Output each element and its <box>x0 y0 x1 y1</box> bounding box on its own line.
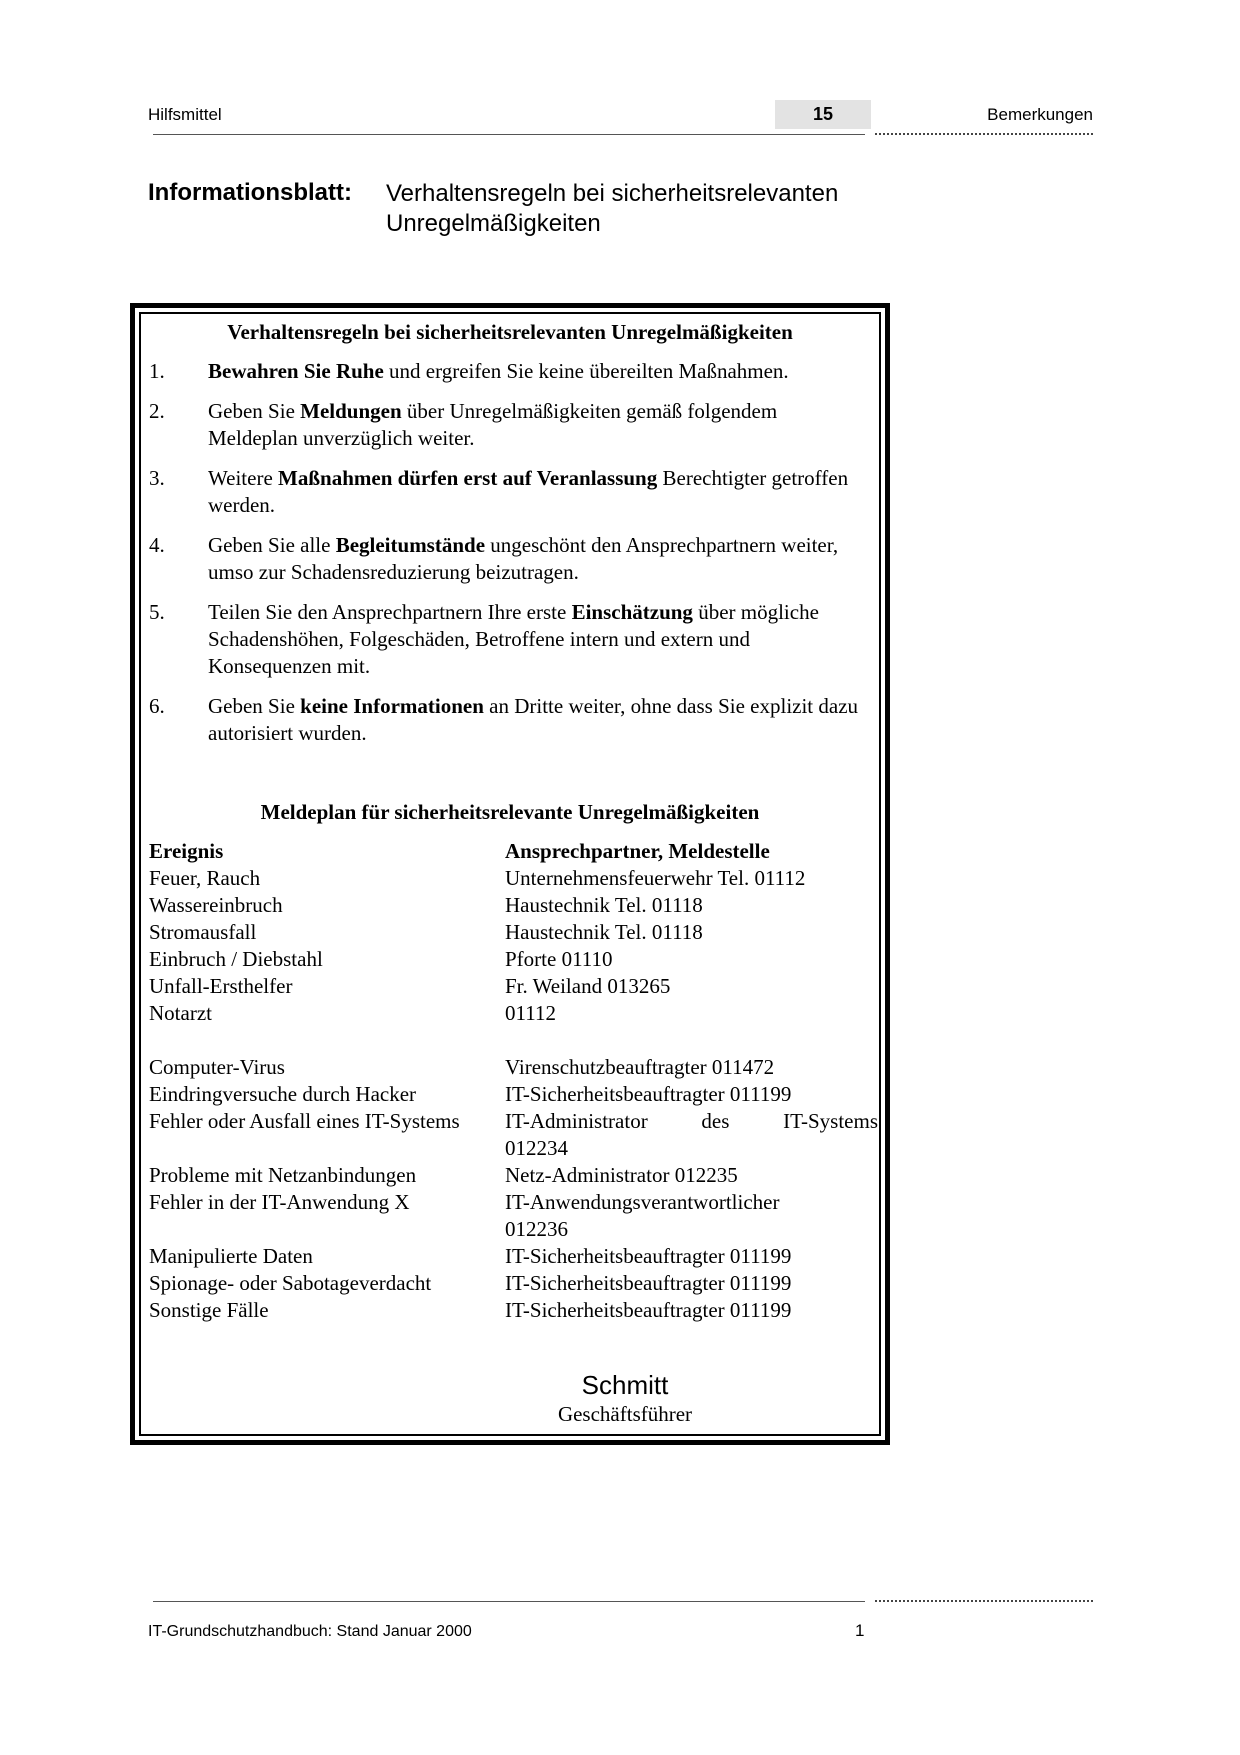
report-row-contact: Fr. Weiland 013265 <box>505 974 671 998</box>
report-plan-col-event: Ereignis <box>149 839 224 863</box>
report-row-contact: IT-Sicherheitsbeauftragter 011199 <box>505 1244 792 1268</box>
header-remarks-label: Bemerkungen <box>987 105 1093 124</box>
rule-text-post: Berechtigter getroffen werden. <box>208 466 849 517</box>
footer-document-label: IT-Grundschutzhandbuch: Stand Januar 2000 <box>148 1623 472 1640</box>
rule-text-pre: Geben Sie <box>208 399 301 423</box>
report-row-event: Probleme mit Netzanbindungen <box>149 1163 417 1187</box>
rule-number: 2. <box>149 399 165 423</box>
rule-number: 1. <box>149 359 165 383</box>
rule-text <box>208 358 868 385</box>
rule-text <box>208 398 868 452</box>
footer-divider-dotted <box>875 1600 1093 1602</box>
rule-number: 5. <box>149 600 165 624</box>
rule-text-post: und ergreifen Sie keine übereilten Maßnahmen. <box>383 359 789 383</box>
rule-number: 4. <box>149 533 165 557</box>
rule-number: 3. <box>149 466 165 490</box>
report-row-contact: Pforte 01110 <box>505 947 613 971</box>
report-row-contact: 01112 <box>505 1001 556 1025</box>
report-row-contact: IT-Anwendungsverantwortlicher <box>505 1190 780 1214</box>
report-plan-col-contact: Ansprechpartner, Meldestelle <box>505 839 770 863</box>
report-plan-title: Meldeplan für sicherheitsrelevante Unregelmäßigkeiten <box>260 800 760 824</box>
rule-text-post: über Unregelmäßigkeiten gemäß folgendem Meldeplan unverzüglich weiter. <box>208 399 778 450</box>
report-row-event: Notarzt <box>149 1001 212 1025</box>
footer-divider-solid <box>153 1601 865 1602</box>
report-row-contact: IT-Sicherheitsbeauftragter 011199 <box>505 1271 792 1295</box>
rule-text-pre: Geben Sie <box>208 694 301 718</box>
rule-text-pre: Weitere <box>208 466 279 490</box>
report-row-contact: IT-Administrator des IT-Systems <box>505 1109 878 1133</box>
report-row-event: Sonstige Fälle <box>149 1298 269 1322</box>
header-divider-dotted <box>875 133 1093 135</box>
rule-text-pre: Teilen Sie den Ansprechpartnern Ihre erste <box>208 600 572 624</box>
report-row-contact: IT-Sicherheitsbeauftragter 011199 <box>505 1298 792 1322</box>
heading-title-line-1: Verhaltensregeln bei sicherheitsrelevanten <box>386 180 839 207</box>
heading-title-line-2: Unregelmäßigkeiten <box>386 210 601 237</box>
report-row-event: Manipulierte Daten <box>149 1244 313 1268</box>
footer-page-number: 1 <box>855 1621 865 1640</box>
rule-text <box>208 465 868 519</box>
rule-text-emphasis: keine Informationen <box>300 694 484 718</box>
rule-text-post: ungeschönt den Ansprechpartnern weiter, umso zur Schadensreduzierung beizutragen. <box>208 533 839 584</box>
report-row-contact: Netz-Administrator 012235 <box>505 1163 738 1187</box>
report-row-event: Unfall-Ersthelfer <box>149 974 293 998</box>
rule-text-emphasis: Einschätzung <box>571 600 693 624</box>
report-row-event: Feuer, Rauch <box>149 866 261 890</box>
report-row-contact: Virenschutzbeauftragter 011472 <box>505 1055 775 1079</box>
signature-name: Schmitt <box>581 1370 669 1400</box>
rule-text <box>208 599 868 680</box>
report-row-event: Fehler in der IT-Anwendung X <box>149 1190 410 1214</box>
report-row-event: Fehler oder Ausfall eines IT-Systems <box>149 1109 460 1133</box>
signature-role: Geschäftsführer <box>557 1402 693 1426</box>
heading-title <box>386 179 838 239</box>
rule-text-emphasis: Maßnahmen dürfen erst auf Veranlassung <box>278 466 658 490</box>
rule-text-pre: Geben Sie alle <box>208 533 336 557</box>
report-row-contact-continued: 012234 <box>505 1136 568 1160</box>
rule-text-emphasis: Begleitumstände <box>335 533 486 557</box>
report-row-event: Eindringversuche durch Hacker <box>149 1082 417 1106</box>
rule-text-emphasis: Bewahren Sie Ruhe <box>208 359 384 383</box>
report-row-event: Stromausfall <box>149 920 257 944</box>
report-row-contact: Haustechnik Tel. 01118 <box>505 920 703 944</box>
header-divider-solid <box>153 134 865 135</box>
report-row-contact: Unternehmensfeuerwehr Tel. 01112 <box>505 866 806 890</box>
header-section-label: Hilfsmittel <box>148 105 222 124</box>
rule-number: 6. <box>149 694 165 718</box>
report-row-event: Computer-Virus <box>149 1055 285 1079</box>
rule-text-emphasis: Meldungen <box>300 399 402 423</box>
heading-label: Informationsblatt: <box>148 179 352 206</box>
rule-text <box>208 532 868 586</box>
report-row-event: Einbruch / Diebstahl <box>149 947 323 971</box>
report-row-event: Spionage- oder Sabotageverdacht <box>149 1271 432 1295</box>
report-row-contact: IT-Sicherheitsbeauftragter 011199 <box>505 1082 792 1106</box>
rules-box-title: Verhaltensregeln bei sicherheitsrelevanten Unregelmäßigkeiten <box>227 320 793 344</box>
report-row-event: Wassereinbruch <box>149 893 283 917</box>
rule-text-post: an Dritte weiter, ohne dass Sie explizit dazu autorisiert wurden. <box>208 694 859 745</box>
page-number-badge: 15 <box>775 100 871 129</box>
rule-text-post: über mögliche Schadenshöhen, Folgeschäden, Betroffene intern und extern und Konsequenzen mit. <box>208 600 819 678</box>
report-row-contact: Haustechnik Tel. 01118 <box>505 893 703 917</box>
report-row-contact-continued: 012236 <box>505 1217 568 1241</box>
rule-text <box>208 693 868 747</box>
